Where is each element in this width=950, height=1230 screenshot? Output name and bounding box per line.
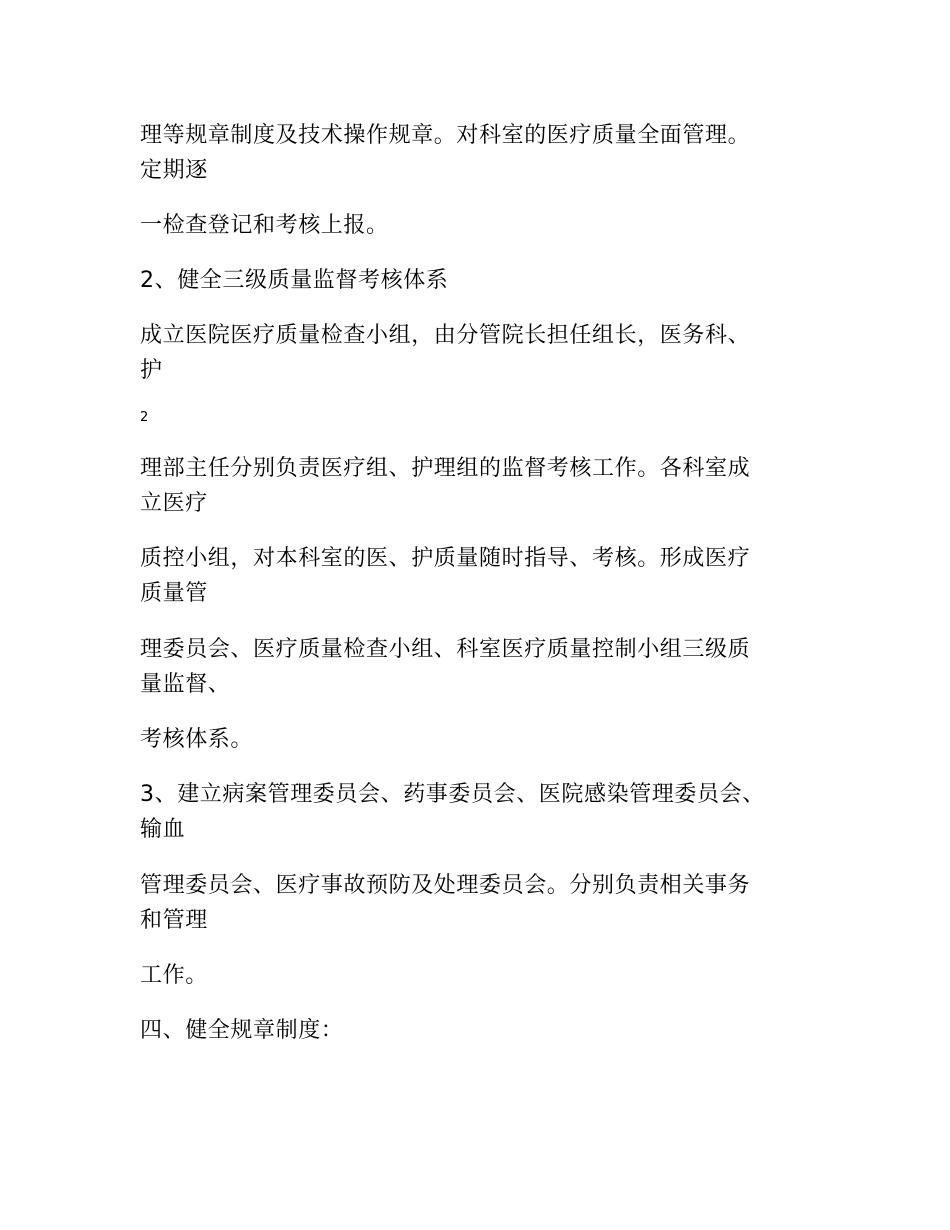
text-line: 理部主任分别负责医疗组、护理组的监督考核工作。各科室成 [140,456,751,481]
text-line: 量监督、 [140,672,231,697]
text-line: 输血 [140,817,186,842]
text-line: 理等规章制度及技术操作规章。对科室的医疗质量全面管理。 [140,123,751,148]
text-line: 成立医院医疗质量检查小组，由分管院长担任组长，医务科、 [140,323,751,348]
text-line: 一检查登记和考核上报。 [140,213,389,238]
text-line: 理委员会、医疗质量检查小组、科室医疗质量控制小组三级质 [140,637,751,662]
text-line: 管理委员会、医疗事故预防及处理委员会。分别负责相关事务 [140,873,751,898]
text-line: 定期逐 [140,158,208,183]
section-heading: 四、健全规章制度： [140,1018,344,1043]
text-line: 立医疗 [140,491,208,516]
text-line: 工作。 [140,963,208,988]
text-line: 和管理 [140,908,208,933]
text-line: 护 [140,358,163,383]
section-heading: 3、建立病案管理委员会、药事委员会、医院感染管理委员会、 [140,782,765,807]
text-line: 质量管 [140,581,208,606]
text-line: 质控小组，对本科室的医、护质量随时指导、考核。形成医疗 [140,546,751,571]
section-heading: 2、健全三级质量监督考核体系 [140,268,449,293]
text-line: 考核体系。 [140,727,254,752]
page-number: 2 [140,410,149,425]
